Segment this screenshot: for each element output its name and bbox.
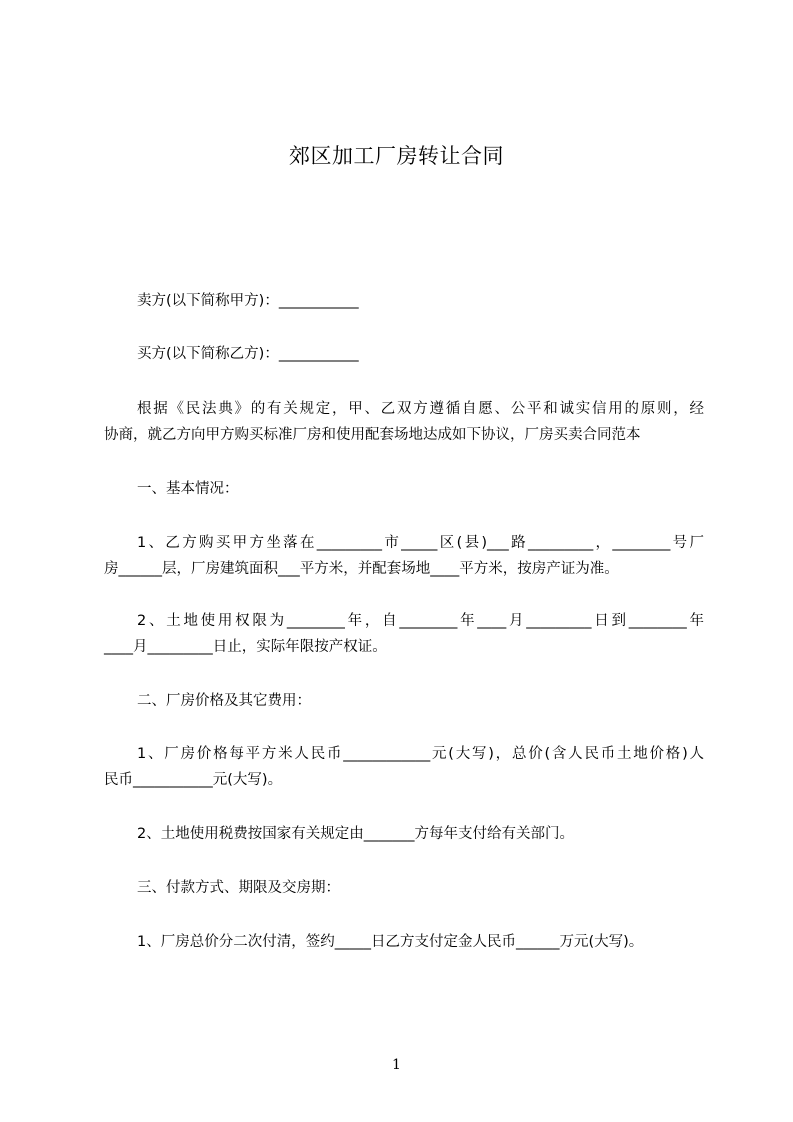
- section1-item2-line-2: ____月_________日止，实际年限按产权证。: [104, 639, 387, 655]
- section2-heading: 二、厂房价格及其它费用：: [137, 693, 311, 709]
- preamble-line-1: 根据《民法典》的有关规定，甲、乙双方遵循自愿、公平和诚实信用的原则，经: [137, 401, 704, 417]
- page-number: 1: [392, 1057, 401, 1073]
- section2-item1-line-2: 民币___________元(大写)。: [104, 772, 283, 788]
- buyer-line: 买方(以下简称乙方)：___________: [137, 346, 359, 362]
- section2-item1-line-1: 1、厂房价格每平方米人民币____________元(大写)，总价(含人民币土地价格)人: [137, 746, 704, 762]
- section3-item1: 1、厂房总价分二次付清，签约_____日乙方支付定金人民币______万元(大写)。: [137, 934, 644, 950]
- document-title: 郊区加工厂房转让合同: [289, 144, 504, 168]
- section1-item1-line-1: 1、乙方购买甲方坐落在_________市_____区(县)___路_________，________号厂: [137, 535, 704, 551]
- preamble-line-2: 协商，就乙方向甲方购买标准厂房和使用配套场地达成如下协议，厂房买卖合同范本: [104, 427, 641, 443]
- section1-heading: 一、基本情况：: [137, 481, 239, 497]
- section3-heading: 三、付款方式、期限及交房期：: [137, 880, 340, 896]
- section1-item1-line-2: 房______层，厂房建筑面积___平方米，并配套场地____平方米，按房产证为准。: [104, 561, 619, 577]
- seller-line: 卖方(以下简称甲方)：___________: [137, 293, 359, 309]
- section1-item2-line-1: 2、土地使用权限为________年，自________年____月_________日到________年: [137, 613, 704, 629]
- section2-item2: 2、土地使用税费按国家有关规定由_______方每年支付给有关部门。: [137, 826, 574, 842]
